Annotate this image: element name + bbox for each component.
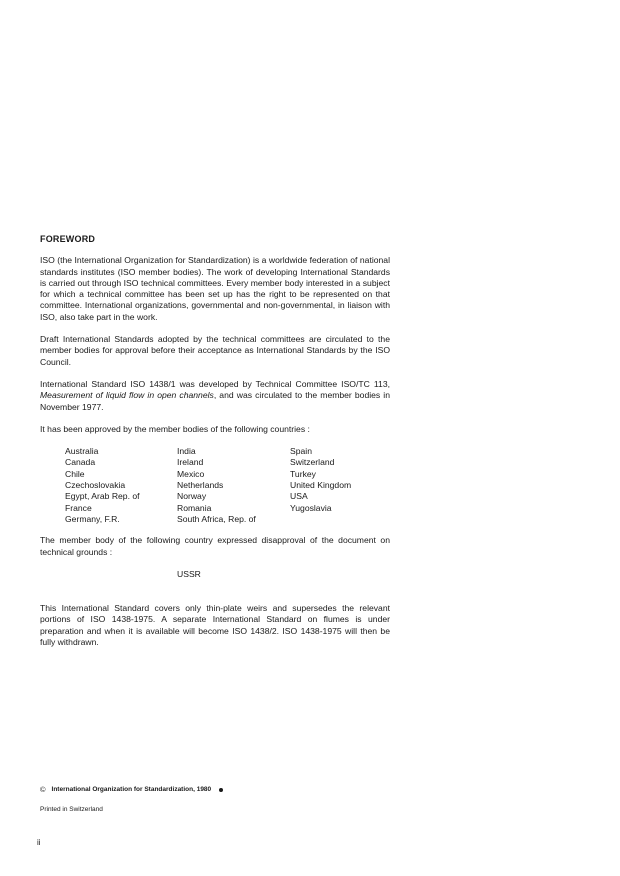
country-item: Canada [65, 457, 96, 468]
country-item: Mexico [177, 468, 205, 479]
copyright-text: International Organization for Standardization, 1980 [51, 786, 212, 793]
copyright-notice [40, 785, 223, 794]
country-item: United Kingdom [290, 480, 352, 491]
country-item: Germany, F.R. [65, 513, 120, 524]
paragraph-approval: It has been approved by the member bodies of the following countries : [40, 423, 310, 434]
country-item: Chile [65, 468, 85, 479]
country-item: Ireland [177, 457, 204, 468]
country-item: Turkey [290, 468, 316, 479]
development-text-a: International Standard ISO 1438/1 was developed by Technical Committee ISO/TC 113, [40, 378, 390, 389]
countries-column-2 [177, 446, 290, 525]
country-item: Egypt, Arab Rep. of [65, 491, 140, 502]
country-item: India [177, 446, 196, 457]
committee-title: Measurement of liquid flow in open channels [40, 390, 214, 401]
development-text-b: , and was circulated to the member bodies in November 1977. [40, 390, 390, 412]
paragraph-development [40, 379, 390, 413]
country-item: Norway [177, 491, 207, 502]
paragraph-scope: This International Standard covers only thin-plate weirs and supersedes the relevant portions of ISO 1438-1975. A separate International Standard on flumes is under preparation and when it is available will become ISO 1438/2. ISO 1438-1975 will then be fully withdrawn. [40, 603, 390, 648]
country-item: Australia [65, 446, 99, 457]
country-item: South Africa, Rep. of [177, 513, 256, 524]
country-item: Czechoslovakia [65, 480, 126, 491]
paragraph-iso-intro: ISO (the International Organization for Standardization) is a worldwide federation of national standards institutes (ISO member bodies). The work of developing International Standards is carried out through ISO technical committees. Every member body interested in a subject for which a technical committee has been set up has the right to be represented on that committee. International organizations, governmental and non-governmental, in liaison with ISO, also take part in the work. [40, 255, 390, 322]
country-item: Romania [177, 502, 212, 513]
country-item: Netherlands [177, 480, 224, 491]
paragraph-disapproval: The member body of the following country expressed disapproval of the document on technical grounds : [40, 535, 390, 557]
country-item: USA [290, 491, 308, 502]
disapproving-country: USSR [177, 568, 201, 579]
foreword-section [40, 234, 390, 659]
bullet-icon [219, 788, 223, 792]
countries-column-3 [290, 446, 390, 525]
country-item: Switzerland [290, 457, 335, 468]
printed-in: Printed in Switzerland [40, 806, 103, 813]
paragraph-draft-standards: Draft International Standards adopted by the technical committees are circulated to the member bodies for approval before their acceptance as International Standards by the ISO Council. [40, 334, 390, 367]
foreword-heading: FOREWORD [40, 234, 96, 244]
approving-countries-list [65, 446, 390, 525]
country-item: Yugoslavia [290, 502, 332, 513]
country-item: Spain [290, 446, 312, 457]
country-item: France [65, 502, 92, 513]
page-number: ii [37, 838, 41, 847]
copyright-symbol: © [40, 785, 46, 794]
countries-column-1 [65, 446, 177, 525]
